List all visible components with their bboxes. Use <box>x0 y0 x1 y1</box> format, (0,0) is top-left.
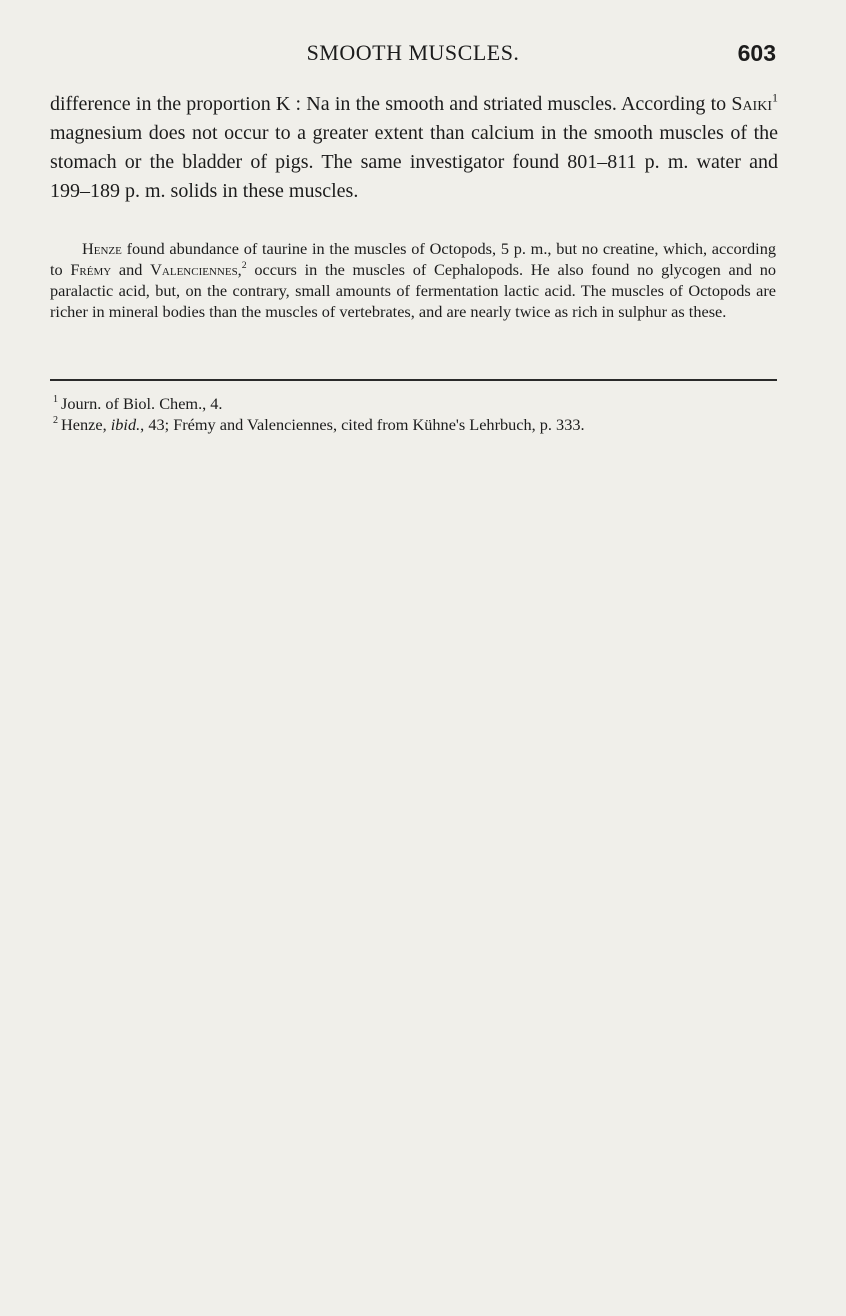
footnote-1-text: Journ. of Biol. Chem., 4. <box>61 394 223 413</box>
paragraph-1-text-a: difference in the proportion K : Na in the smooth and striated muscles. According to <box>50 93 732 115</box>
footnote-1-marker: 1 <box>53 393 59 405</box>
footnote-2-marker: 2 <box>53 414 59 426</box>
paragraph-2-text-a: found abundance of taurine in the muscles of Octopods, 5 p. m., but no creatine, which, according to <box>50 239 776 279</box>
author-saiki: Saiki <box>731 93 772 115</box>
paragraph-1-text-b: magnesium does not occur to a greater extent than calcium in the smooth muscles of the stomach or the bladder of pigs. The same investigator found 801–811 p. m. water and 199–189 p. m. solids in these muscles. <box>50 122 778 202</box>
running-head <box>50 38 776 68</box>
body-paragraph-1 <box>50 90 778 206</box>
footnote-2-ibid: ibid. <box>110 415 141 434</box>
footnote-divider <box>50 379 777 381</box>
footnote-1 <box>50 393 776 414</box>
footnotes <box>50 393 776 435</box>
page-number: 603 <box>737 40 776 66</box>
author-henze: Henze <box>82 239 122 258</box>
body-paragraph-2 <box>50 238 776 322</box>
author-valenciennes: Valenciennes, <box>150 260 242 279</box>
footnote-ref-2: 2 <box>241 260 247 272</box>
footnote-2 <box>50 414 776 435</box>
running-title: SMOOTH MUSCLES. <box>306 40 520 65</box>
author-fremy: Frémy <box>70 260 112 279</box>
footnote-ref-1: 1 <box>772 90 778 105</box>
paragraph-2-and: and <box>111 260 151 279</box>
footnote-2-text-a: Henze, <box>61 415 111 434</box>
paragraph-2-text-b: occurs in the muscles of Cephalopods. He also found no glycogen and no paralactic acid, but, on the contrary, small amounts of fermentation lactic acid. The muscles of Octopods are richer in mineral bodies than the muscles of vertebrates, and are nearly twice as rich in sulphur as these. <box>50 260 776 321</box>
footnote-2-text-b: , 43; Frémy and Valenciennes, cited from Kühne's Lehrbuch, p. 333. <box>140 415 585 434</box>
